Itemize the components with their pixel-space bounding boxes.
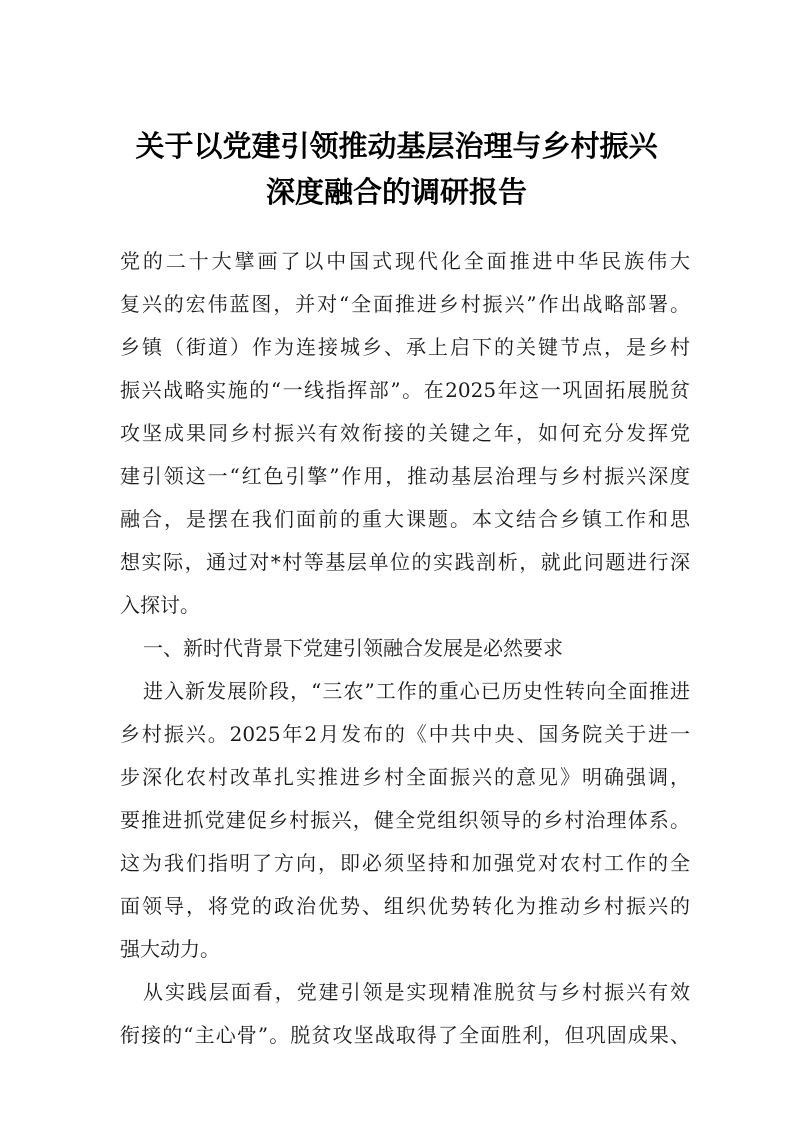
body-line: 党的二十大擘画了以中国式现代化全面推进中华民族伟大: [120, 249, 690, 273]
body-line: 复兴的宏伟蓝图，并对“全面推进乡村振兴”作出战略部署。: [120, 292, 690, 316]
body-line: 衔接的“主心骨”。脱贫攻坚战取得了全面胜利，但巩固成果、: [120, 1023, 690, 1047]
body-line: 入探讨。: [120, 593, 200, 617]
body-line: 融合，是摆在我们面前的重大课题。本文结合乡镇工作和思: [120, 507, 690, 531]
body-line: 从实践层面看，党建引领是实现精准脱贫与乡村振兴有效: [143, 980, 690, 1004]
body-line: 振兴战略实施的“一线指挥部”。在2025年这一巩固拓展脱贫: [120, 378, 690, 402]
body-line: 想实际，通过对*村等基层单位的实践剖析，就此问题进行深: [120, 550, 690, 574]
body-line: 强大动力。: [120, 937, 220, 961]
body-line: 攻坚成果同乡村振兴有效衔接的关键之年，如何充分发挥党: [120, 421, 690, 445]
section-heading: 一、新时代背景下党建引领融合发展是必然要求: [143, 636, 563, 660]
body-line: 乡镇（街道）作为连接城乡、承上启下的关键节点，是乡村: [120, 335, 690, 359]
body-line: 乡村振兴。2025年2月发布的《中共中央、国务院关于进一: [120, 722, 690, 746]
body-line: 面领导，将党的政治优势、组织优势转化为推动乡村振兴的: [120, 894, 690, 918]
body-line: 要推进抓党建促乡村振兴，健全党组织领导的乡村治理体系。: [120, 808, 690, 832]
document-title-line-1: 关于以党建引领推动基层治理与乡村振兴: [135, 129, 658, 163]
body-line: 进入新发展阶段，“三农”工作的重心已历史性转向全面推进: [143, 679, 690, 703]
body-line: 这为我们指明了方向，即必须坚持和加强党对农村工作的全: [120, 851, 690, 875]
body-line: 步深化农村改革扎实推进乡村全面振兴的意见》明确强调，: [120, 765, 690, 789]
document-title-line-2: 深度融合的调研报告: [265, 175, 527, 209]
body-line: 建引领这一“红色引擎”作用，推动基层治理与乡村振兴深度: [120, 464, 690, 488]
